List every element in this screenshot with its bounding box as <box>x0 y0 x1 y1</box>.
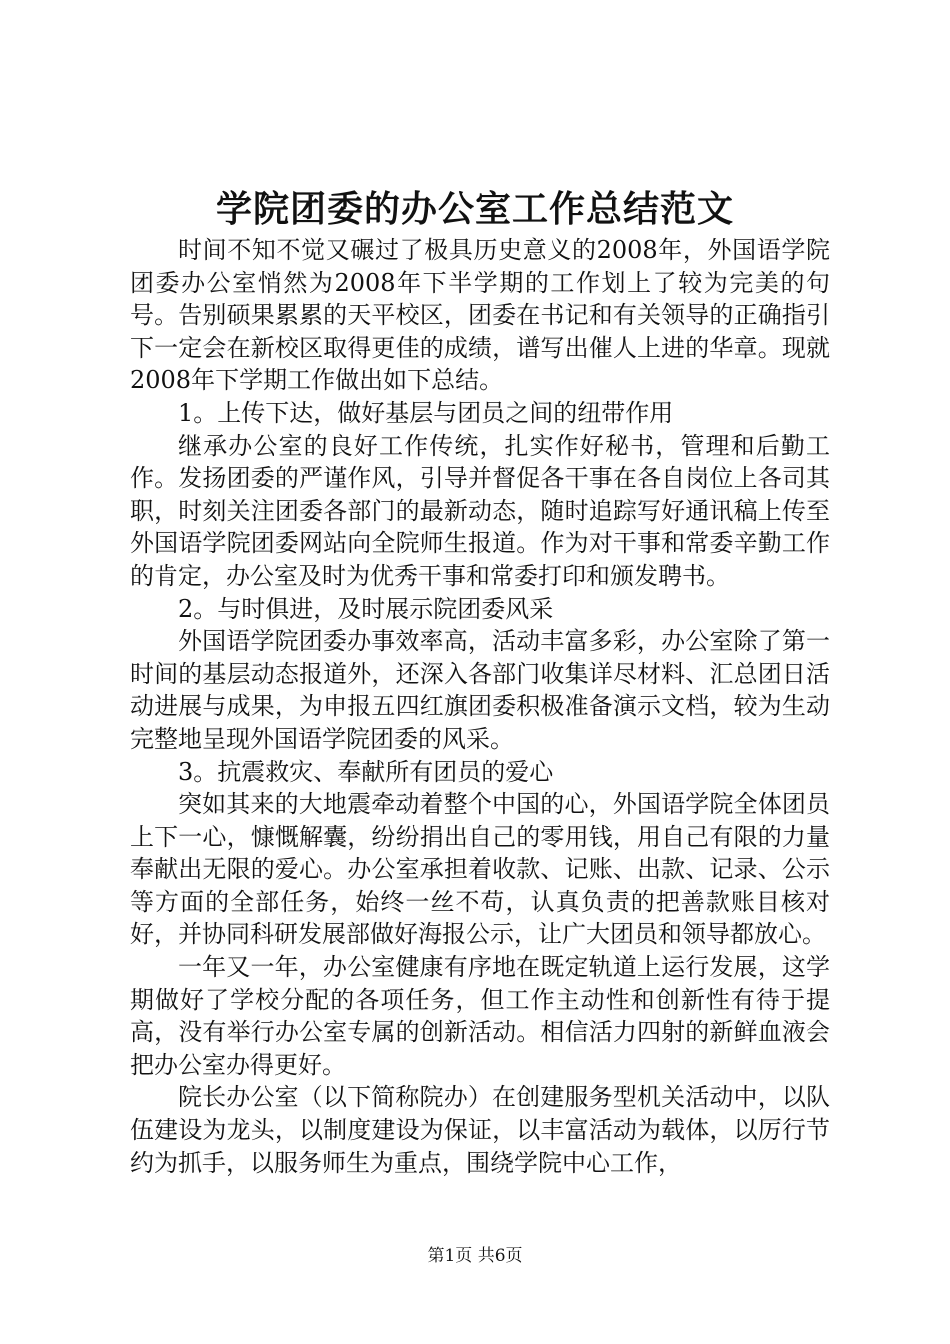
section-paragraph-3: 突如其来的大地震牵动着整个中国的心，外国语学院全体团员上下一心，慷慨解囊，纷纷捐出自己的零用钱，用自己有限的力量奉献出无限的爱心。办公室承担着收款、记账、出款、记录、公示等方面的全部任务，始终一丝不苟，认真负责的把善款账目核对好，并协同科研发展部做好海报公示，让广大团员和领导都放心。 <box>130 790 830 949</box>
section-paragraph-2: 外国语学院团委办事效率高，活动丰富多彩，办公室除了第一时间的基层动态报道外，还深入各部门收集详尽材料、汇总团日活动进展与成果，为申报五四红旗团委积极准备演示文档，较为生动完整地呈现外国语学院团委的风采。 <box>130 627 830 753</box>
section-heading-2: 2。与时俱进，及时展示院团委风采 <box>178 594 554 623</box>
document-body <box>130 234 830 1179</box>
continuation-paragraph: 院长办公室（以下简称院办）在创建服务型机关活动中，以队伍建设为龙头，以制度建设为保证，以丰富活动为载体，以厉行节约为抓手，以服务师生为重点，围绕学院中心工作， <box>130 1083 830 1177</box>
section-heading-3: 3。抗震救灾、奉献所有团员的爱心 <box>178 757 554 786</box>
page-footer: 第1页 共6页 <box>427 1246 523 1266</box>
section-paragraph-1: 继承办公室的良好工作传统，扎实作好秘书，管理和后勤工作。发扬团委的严谨作风，引导并督促各干事在各自岗位上各司其职，时刻关注团委各部门的最新动态，随时追踪写好通讯稿上传至外国语学院团委网站向全院师生报道。作为对干事和常委辛勤工作的肯定，办公室及时为优秀干事和常委打印和颁发聘书。 <box>130 431 830 590</box>
summary-paragraph: 一年又一年，办公室健康有序地在既定轨道上运行发展，这学期做好了学校分配的各项任务，但工作主动性和创新性有待于提高，没有举行办公室专属的创新活动。相信活力四射的新鲜血液会把办公室办得更好。 <box>130 953 830 1079</box>
intro-paragraph: 时间不知不觉又碾过了极具历史意义的2008年，外国语学院团委办公室悄然为2008年下半学期的工作划上了较为完美的句号。告别硕果累累的天平校区，团委在书记和有关领导的正确指引下一定会在新校区取得更佳的成绩，谱写出催人上进的华章。现就2008年下学期工作做出如下总结。 <box>130 236 830 395</box>
section-heading-1: 1。上传下达，做好基层与团员之间的纽带作用 <box>178 398 674 427</box>
document-title: 学院团委的办公室工作总结范文 <box>215 188 734 230</box>
